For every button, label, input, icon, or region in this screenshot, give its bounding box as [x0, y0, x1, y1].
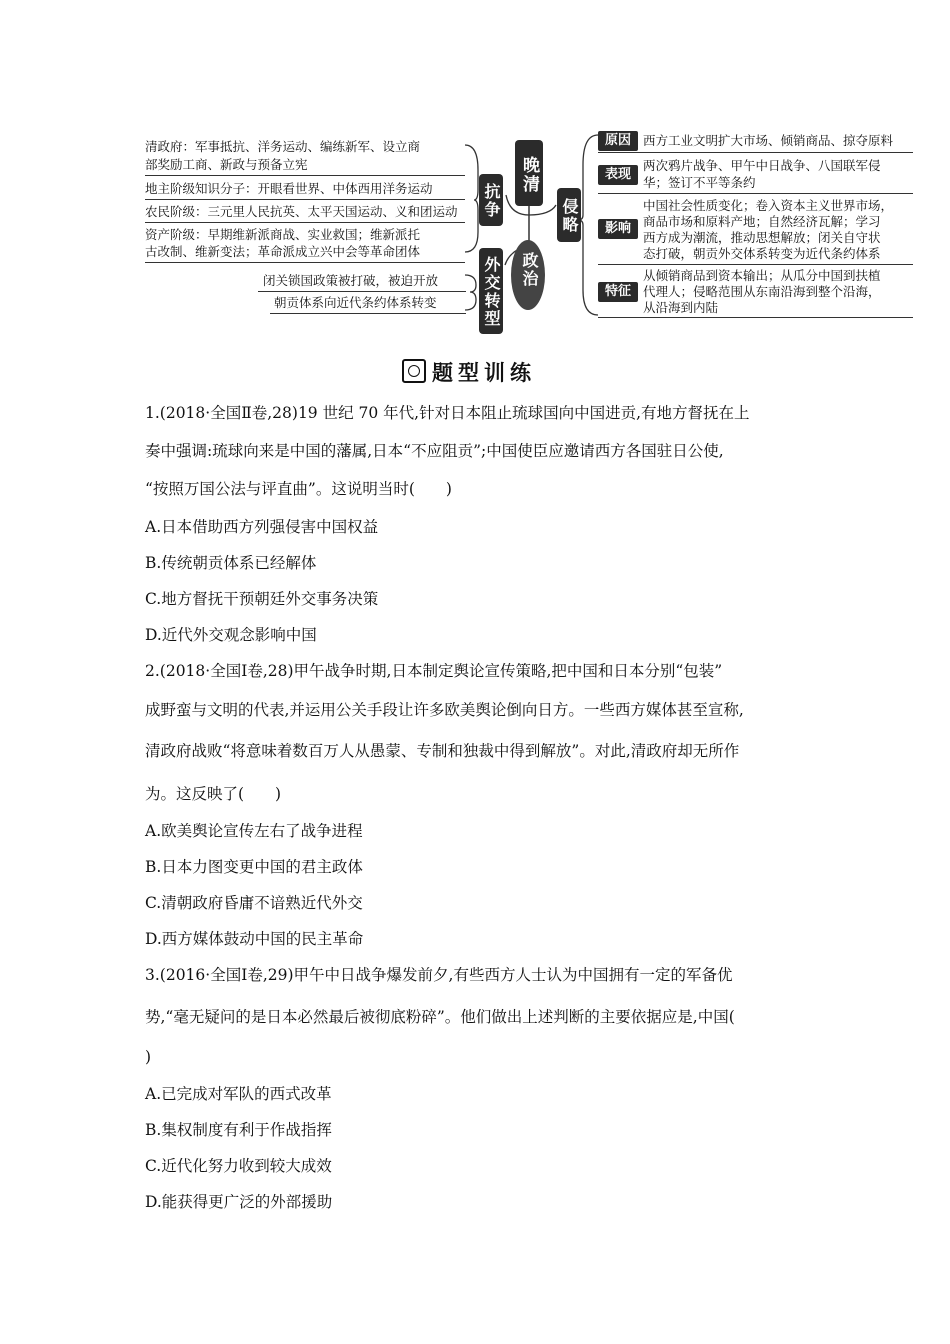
- q2-option-a[interactable]: A.欧美舆论宣传左右了战争进程: [145, 822, 363, 840]
- left-item-peasant: 农民阶级：三元里人民抗英、太平天国运动、义和团运动: [145, 204, 458, 219]
- q1-option-c[interactable]: C.地方督抚干预朝廷外交事务决策: [145, 590, 379, 608]
- section-title: 题型训练: [402, 357, 536, 387]
- q2-option-c[interactable]: C.清朝政府昏庸不谙熟近代外交: [145, 894, 363, 912]
- cause-line-1: 西方工业文明扩大市场、倾销商品、掠夺原料: [643, 133, 894, 148]
- q2-stem-line-2: 成野蛮与文明的代表,并运用公关手段让许多欧美舆论倒向日方。一些西方媒体甚至宣称,: [145, 701, 744, 719]
- impact-line-2: 商品市场和原料产地；自然经济瓦解；学习: [643, 214, 881, 229]
- q2-stem-line-3: 清政府战败“将意味着数百万人从愚蒙、专制和独裁中得到解放”。对此,清政府却无所作: [145, 742, 740, 760]
- q3-option-c[interactable]: C.近代化努力收到较大成效: [145, 1157, 332, 1175]
- tag-manifestation: 表现: [598, 165, 638, 185]
- q2-stem-line-4: 为。这反映了( ): [145, 785, 282, 803]
- tag-cause: 原因: [598, 131, 638, 151]
- impact-line-3: 西方成为潮流，推动思想解放；闭关自守状: [643, 230, 881, 245]
- q3-option-d[interactable]: D.能获得更广泛的外部援助: [145, 1193, 333, 1211]
- label-diplomacy-transition: 外交转型: [479, 248, 503, 334]
- q1-stem-line-3: “按照万国公法与评直曲”。这说明当时( ): [145, 480, 452, 498]
- knowledge-diagram: [0, 0, 950, 350]
- q3-stem-line-2: 势,“毫无疑问的是日本必然最后被彻底粉碎”。他们做出上述判断的主要依据应是,中国(: [145, 1008, 735, 1026]
- clock-icon: [402, 359, 426, 383]
- impact-line-1: 中国社会性质变化；卷入资本主义世界市场，: [643, 198, 894, 213]
- impact-line-4: 态打破，朝贡外交体系转变为近代条约体系: [643, 246, 881, 261]
- q1-stem-line-2: 奏中强调:琉球向来是中国的藩属,日本“不应阻贡”;中国使臣应邀请西方各国驻日公使,: [145, 442, 724, 460]
- q1-stem-line-1: 1.(2018·全国Ⅱ卷,28)19 世纪 70 年代,针对日本阻止琉球国向中国进贡,有地方督抚在上: [145, 404, 750, 422]
- q3-stem-line-1: 3.(2016·全国Ⅰ卷,29)甲午中日战争爆发前夕,有些西方人士认为中国拥有一定的军备优: [145, 966, 733, 984]
- q1-option-b[interactable]: B.传统朝贡体系已经解体: [145, 554, 317, 572]
- diplomacy-item-1: 闭关锁国政策被打破，被迫开放: [263, 273, 439, 288]
- q3-option-a[interactable]: A.已完成对军队的西式改革: [145, 1085, 332, 1103]
- left-item-bourgeois-2: 古改制、维新变法；革命派成立兴中会等革命团体: [145, 244, 421, 259]
- q1-option-a[interactable]: A.日本借助西方列强侵害中国权益: [145, 518, 379, 536]
- feature-line-3: 从沿海到内陆: [643, 300, 719, 315]
- left-item-qing-gov-1: 清政府：军事抵抗、洋务运动、编练新军、设立商: [145, 139, 421, 154]
- q2-stem-line-1: 2.(2018·全国Ⅰ卷,28)甲午战争时期,日本制定舆论宣传策略,把中国和日本分别“包装”: [145, 662, 723, 680]
- tag-impact: 影响: [598, 219, 638, 239]
- manifestation-line-1: 两次鸦片战争、甲午中日战争、八国联军侵: [643, 158, 881, 173]
- left-item-landlord: 地主阶级知识分子：开眼看世界、中体西用洋务运动: [145, 181, 433, 196]
- q1-option-d[interactable]: D.近代外交观念影响中国: [145, 626, 317, 644]
- q3-option-b[interactable]: B.集权制度有利于作战指挥: [145, 1121, 332, 1139]
- diplomacy-item-2: 朝贡体系向近代条约体系转变: [274, 295, 437, 310]
- tag-feature: 特征: [598, 282, 638, 302]
- feature-line-1: 从倾销商品到资本输出；从瓜分中国到扶植: [643, 268, 881, 283]
- manifestation-line-2: 华；签订不平等条约: [643, 175, 756, 190]
- feature-line-2: 代理人；侵略范围从东南沿海到整个沿海，: [643, 284, 881, 299]
- label-resistance: 抗争: [479, 174, 503, 226]
- q2-option-d[interactable]: D.西方媒体鼓动中国的民主革命: [145, 930, 364, 948]
- left-item-qing-gov-2: 部奖励工商、新政与预备立宪: [145, 157, 308, 172]
- q2-option-b[interactable]: B.日本力图变更中国的君主政体: [145, 858, 363, 876]
- left-item-bourgeois-1: 资产阶级：早期维新派商战、实业救国；维新派托: [145, 227, 421, 242]
- label-invasion: 侵略: [557, 188, 581, 242]
- center-label-late-qing: 晚清: [515, 140, 543, 206]
- center-label-politics: 政治: [520, 252, 539, 288]
- q3-stem-line-3: ): [145, 1048, 152, 1066]
